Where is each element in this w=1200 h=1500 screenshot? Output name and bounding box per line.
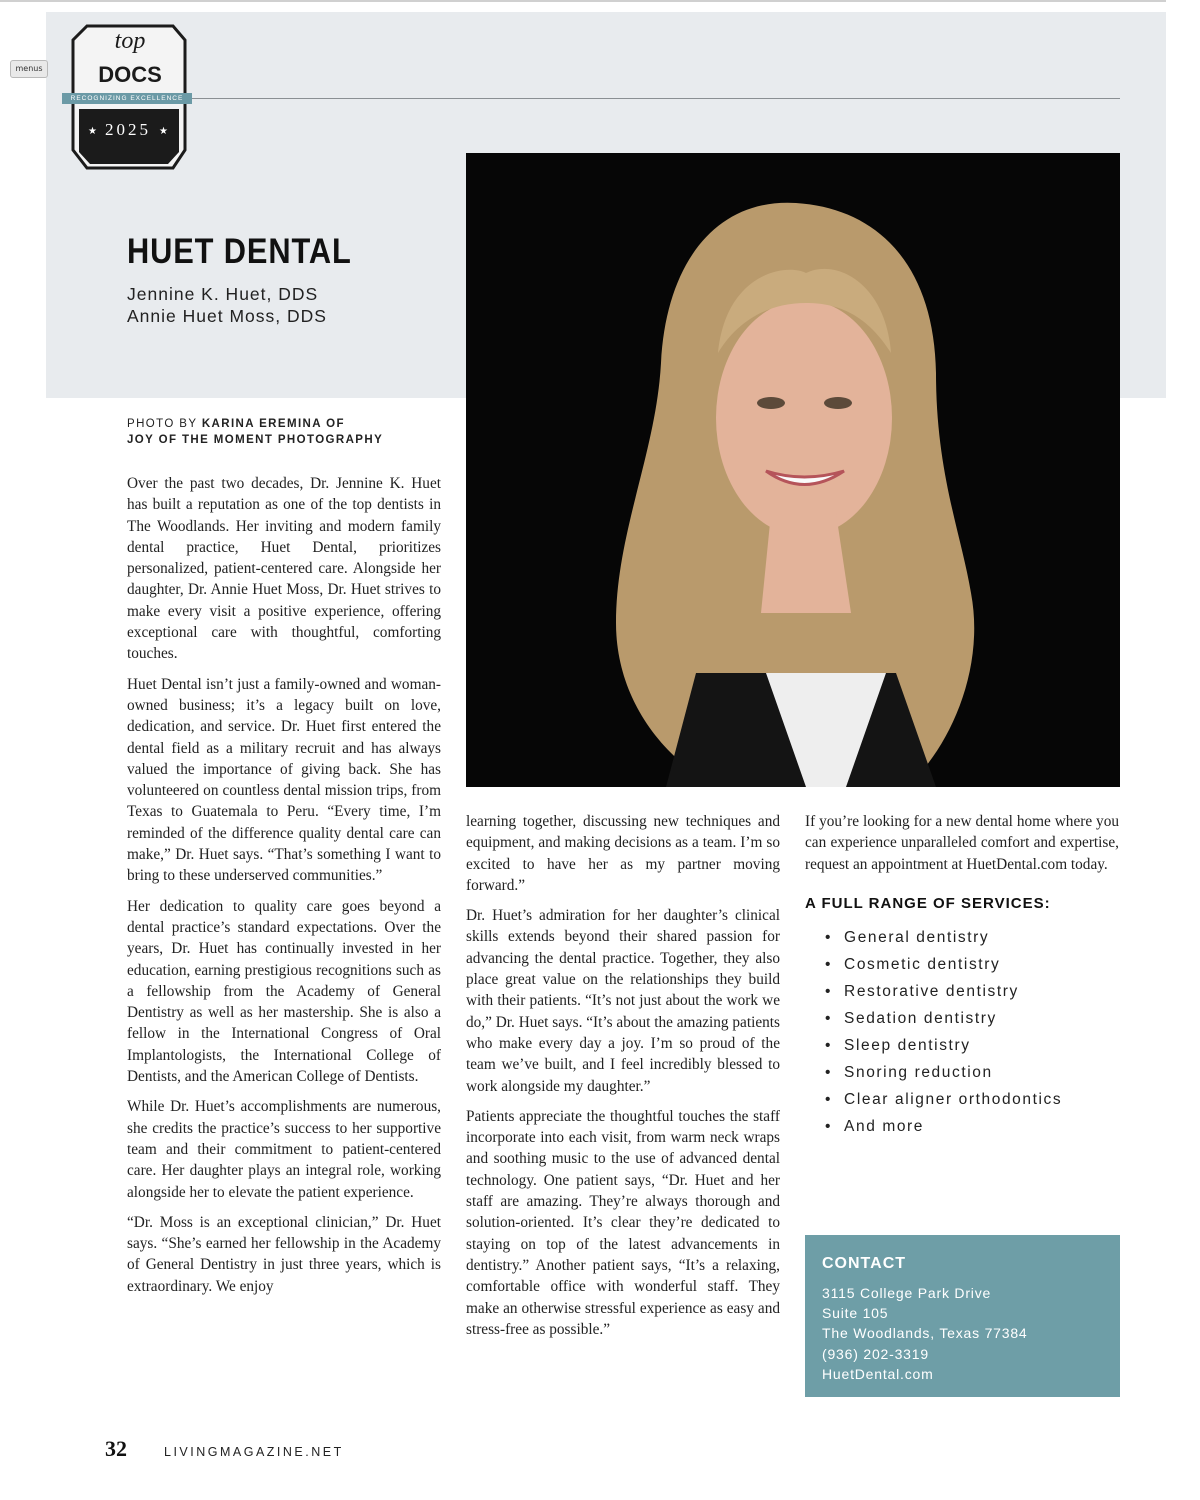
magazine-site: LIVINGMAGAZINE.NET <box>164 1445 344 1459</box>
list-item: • Sedation dentistry <box>825 1005 1119 1032</box>
paragraph: Over the past two decades, Dr. Jennine K. Huet has built a reputation as one of the top dentists in The Woodlands. Her inviting and modern family dental practice, Huet Dental, prioritizes personalized, patient-centered care. Alongside her daughter, Dr. Annie Huet Moss, Dr. Huet strives to make every visit a positive experience, offering exceptional care with thoughtful, comforting touches. <box>127 475 441 663</box>
paragraph: Patients appreciate the thoughtful touches the staff incorporate into each visit, from warm neck wraps and soothing music to the use of advanced dental technology. One patient says, “Dr. Huet and her staff are amazing. They’re always thorough and solution-oriented. It’s clear they’re dedicated to staying on top of the latest advancements in dentistry.” Another patient says, “It’s a relaxing, comfortable office with wonderful staff. They make an otherwise stressful experience as easy and stress-free as possible.” <box>466 1107 780 1338</box>
paragraph: Huet Dental isn’t just a family-owned and woman-owned business; it’s a legacy built on love, dedication, and service. Dr. Huet first entered the dental field as a military recruit and has always valued the importance of giving back. She has volunteered on countless dental mission trips, from Texas to Guatemala to Peru. “Every time, I’m reminded of the difference quality dental care can make,” Dr. Huet says. “That’s something I want to bring to these underserved communities.” <box>127 675 441 885</box>
page-title: HUET DENTAL <box>127 232 352 271</box>
badge-year-text: 2025 <box>105 120 151 139</box>
contact-website[interactable]: HuetDental.com <box>822 1365 934 1382</box>
article-column-1 <box>127 473 441 1306</box>
services-heading: A FULL RANGE OF SERVICES: <box>805 894 1051 912</box>
badge-top-text: top <box>114 28 146 54</box>
paragraph: Her dedication to quality care goes beyond a dental practice’s standard expectations. Over the years, Dr. Huet has continually invested in her education, earning prestigious recognitions such as a fellowship from the Academy of General Dentistry as well as her mastership. She is also a fellow in the International Congress of Oral Implantologists, the International College of Dentists, and the American College of Dentists. <box>127 897 441 1086</box>
list-item: • And more <box>825 1113 1119 1140</box>
photo-credit <box>127 416 383 448</box>
paragraph: If you’re looking for a new dental home where you can experience unparalleled comfort and expertise, request an appointment at HuetDental.com today. <box>805 813 1119 873</box>
services-list <box>805 924 1119 1140</box>
paragraph: “Dr. Moss is an exceptional clinician,” Dr. Huet says. “She’s earned her fellowship in the Academy of General Dentistry in just three years, which is extraordinary. We enjoy <box>127 1213 441 1295</box>
contact-phone: (936) 202-3319 <box>822 1345 929 1362</box>
star-icon: ★ <box>88 125 97 137</box>
photo-credit-studio: JOY OF THE MOMENT PHOTOGRAPHY <box>127 434 384 446</box>
badge-docs-text: DOCS <box>98 62 162 87</box>
contact-heading: CONTACT <box>822 1255 907 1272</box>
top-docs-badge <box>62 24 198 174</box>
list-item: • Restorative dentistry <box>825 978 1119 1005</box>
contact-box <box>805 1235 1120 1397</box>
article-column-2 <box>466 811 780 1349</box>
photo-credit-prefix: PHOTO BY <box>127 418 198 430</box>
photo-credit-name: KARINA EREMINA OF <box>201 418 345 430</box>
page-edge <box>1166 0 1200 1500</box>
badge-year <box>62 120 194 140</box>
list-item: • General dentistry <box>825 924 1119 951</box>
menus-button[interactable]: menus <box>10 60 48 78</box>
list-item: • Clear aligner orthodontics <box>825 1086 1119 1113</box>
list-item: • Cosmetic dentistry <box>825 951 1119 978</box>
star-icon: ★ <box>159 125 168 137</box>
badge-ribbon: RECOGNIZING EXCELLENCE <box>62 93 192 104</box>
contact-lines <box>822 1283 1028 1384</box>
top-strip <box>0 0 1200 2</box>
doctor-name-2: Annie Huet Moss, DDS <box>127 306 327 326</box>
page-number: 32 <box>105 1436 127 1461</box>
list-item: • Sleep dentistry <box>825 1032 1119 1059</box>
header-rule <box>190 98 1120 99</box>
list-item: • Snoring reduction <box>825 1059 1119 1086</box>
contact-city: The Woodlands, Texas 77384 <box>822 1325 1028 1342</box>
doctor-portrait-photo <box>466 153 1120 787</box>
article-column-3 <box>805 811 1119 1140</box>
paragraph: learning together, discussing new techniques and equipment, and making decisions as a team. I’m so excited to have her as my partner moving forward.” <box>466 813 780 894</box>
contact-suite: Suite 105 <box>822 1305 889 1322</box>
portrait-illustration <box>466 153 1120 787</box>
paragraph: While Dr. Huet’s accomplishments are numerous, she credits the practice’s success to her supportive team and their commitment to patient-centered care. Her daughter plays an integral role, working alongside her to elevate the patient experience. <box>127 1098 441 1201</box>
paragraph: Dr. Huet’s admiration for her daughter’s clinical skills extends beyond their shared passion for advancing the dental practice. Together, they also place great value on the relationships they build with their patients. “It’s not just about the work we do,” Dr. Huet says. “It’s about the amazing patients who make every day a joy. I’m so proud of the team we’ve built, and I feel incredibly blessed to work alongside my daughter.” <box>466 907 780 1095</box>
contact-address: 3115 College Park Drive <box>822 1285 992 1301</box>
doctor-name-1: Jennine K. Huet, DDS <box>127 284 319 304</box>
